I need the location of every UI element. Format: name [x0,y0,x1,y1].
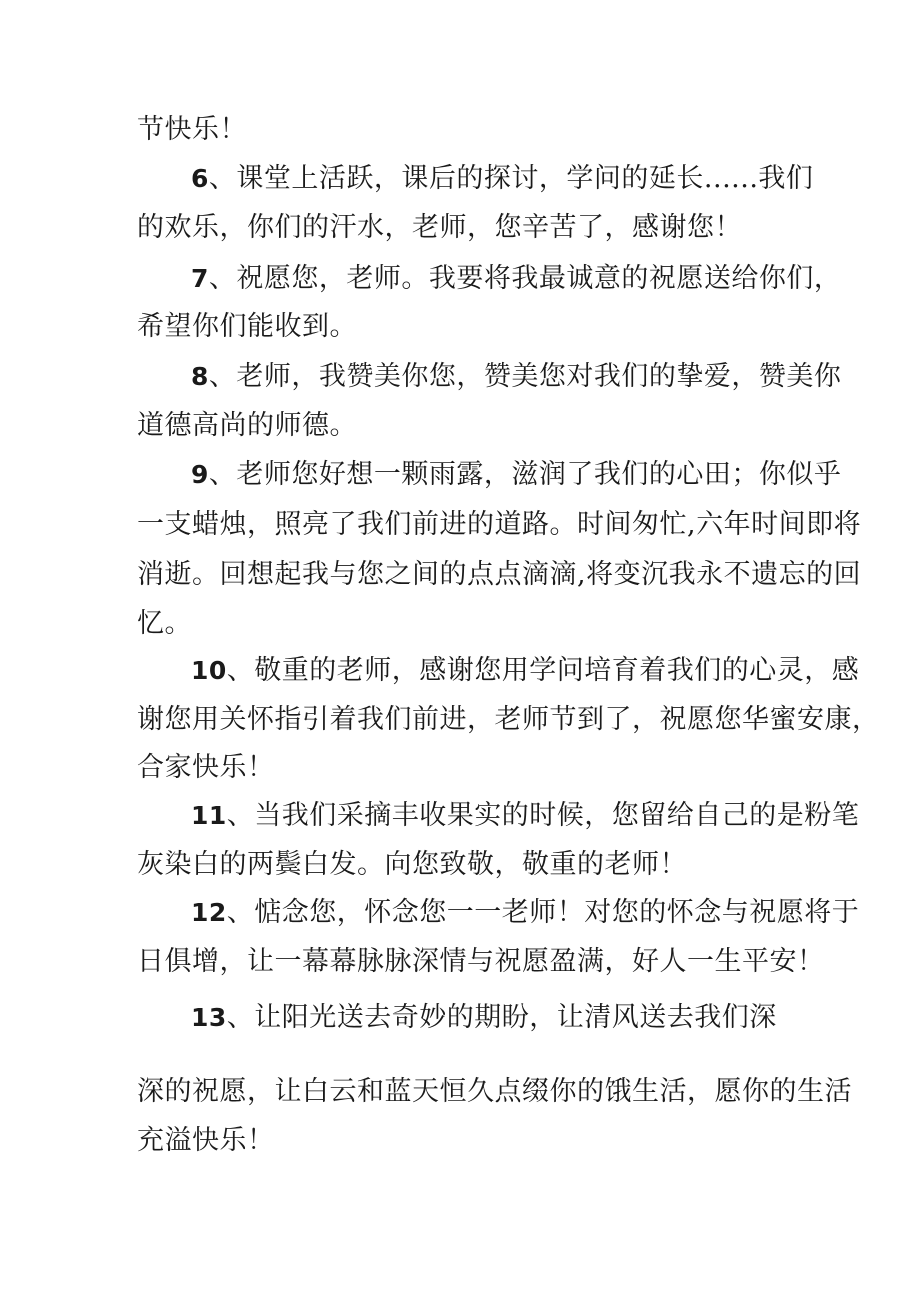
paragraph-line: 忆。 [137,608,192,639]
item-number: 13 [191,1003,227,1032]
item-text: 、老师您好想一颗雨露，滋润了我们的心田；你似乎 [208,459,842,490]
paragraph-line: 灰染白的两鬓白发。向您致敬，敬重的老师！ [137,849,687,880]
item-number: 9 [191,460,209,489]
paragraph-line: 消逝。回想起我与您之间的点点滴滴,将变沉我永不遗忘的回 [137,559,862,590]
paragraph-line: 深的祝愿，让白云和蓝天恒久点缀你的饿生活，愿你的生活 [137,1076,852,1107]
item-number: 7 [191,264,209,293]
list-item-7-first-line [191,262,841,296]
paragraph-line: 的欢乐，你们的汗水，老师，您辛苦了，感谢您！ [137,212,742,243]
item-text: 、祝愿您，老师。我要将我最诚意的祝愿送给你们， [208,263,842,294]
list-item-11-first-line [191,799,859,833]
item-number: 6 [191,164,209,193]
list-item-12-first-line [191,896,859,930]
item-text: 、当我们采摘丰收果实的时候，您留给自己的是粉笔 [226,800,860,831]
paragraph-line: 道德高尚的师德。 [137,410,357,441]
paragraph-line: 合家快乐！ [137,752,275,783]
item-text: 、让阳光送去奇妙的期盼，让清风送去我们深 [226,1002,777,1033]
list-item-8-first-line [191,360,841,394]
item-text: 、惦念您，怀念您一一老师！对您的怀念与祝愿将于 [226,897,860,928]
list-item-9-first-line [191,458,841,492]
list-item-10-first-line [191,654,859,688]
paragraph-line: 谢您用关怀指引着我们前进，老师节到了，祝愿您华蜜安康， [137,704,880,735]
paragraph-line: 充溢快乐！ [137,1125,275,1156]
item-number: 8 [191,362,209,391]
item-text: 、老师，我赞美你您，赞美您对我们的挚爱，赞美你 [208,361,842,392]
list-item-13-first-line [191,1001,777,1035]
item-text: 、课堂上活跃，课后的探讨，学问的延长......我们 [208,163,814,194]
paragraph-line: 日俱增，让一幕幕脉脉深情与祝愿盈满，好人一生平安！ [137,946,825,977]
item-text: 、敬重的老师，感谢您用学问培育着我们的心灵，感 [226,655,860,686]
paragraph-line: 节快乐！ [137,114,247,145]
item-number: 10 [191,656,227,685]
item-number: 11 [191,801,227,830]
paragraph-line: 希望你们能收到。 [137,311,357,342]
list-item-6-first-line [191,162,813,196]
paragraph-line: 一支蜡烛，照亮了我们前进的道路。时间匆忙,六年时间即将 [137,509,862,540]
item-number: 12 [191,898,227,927]
